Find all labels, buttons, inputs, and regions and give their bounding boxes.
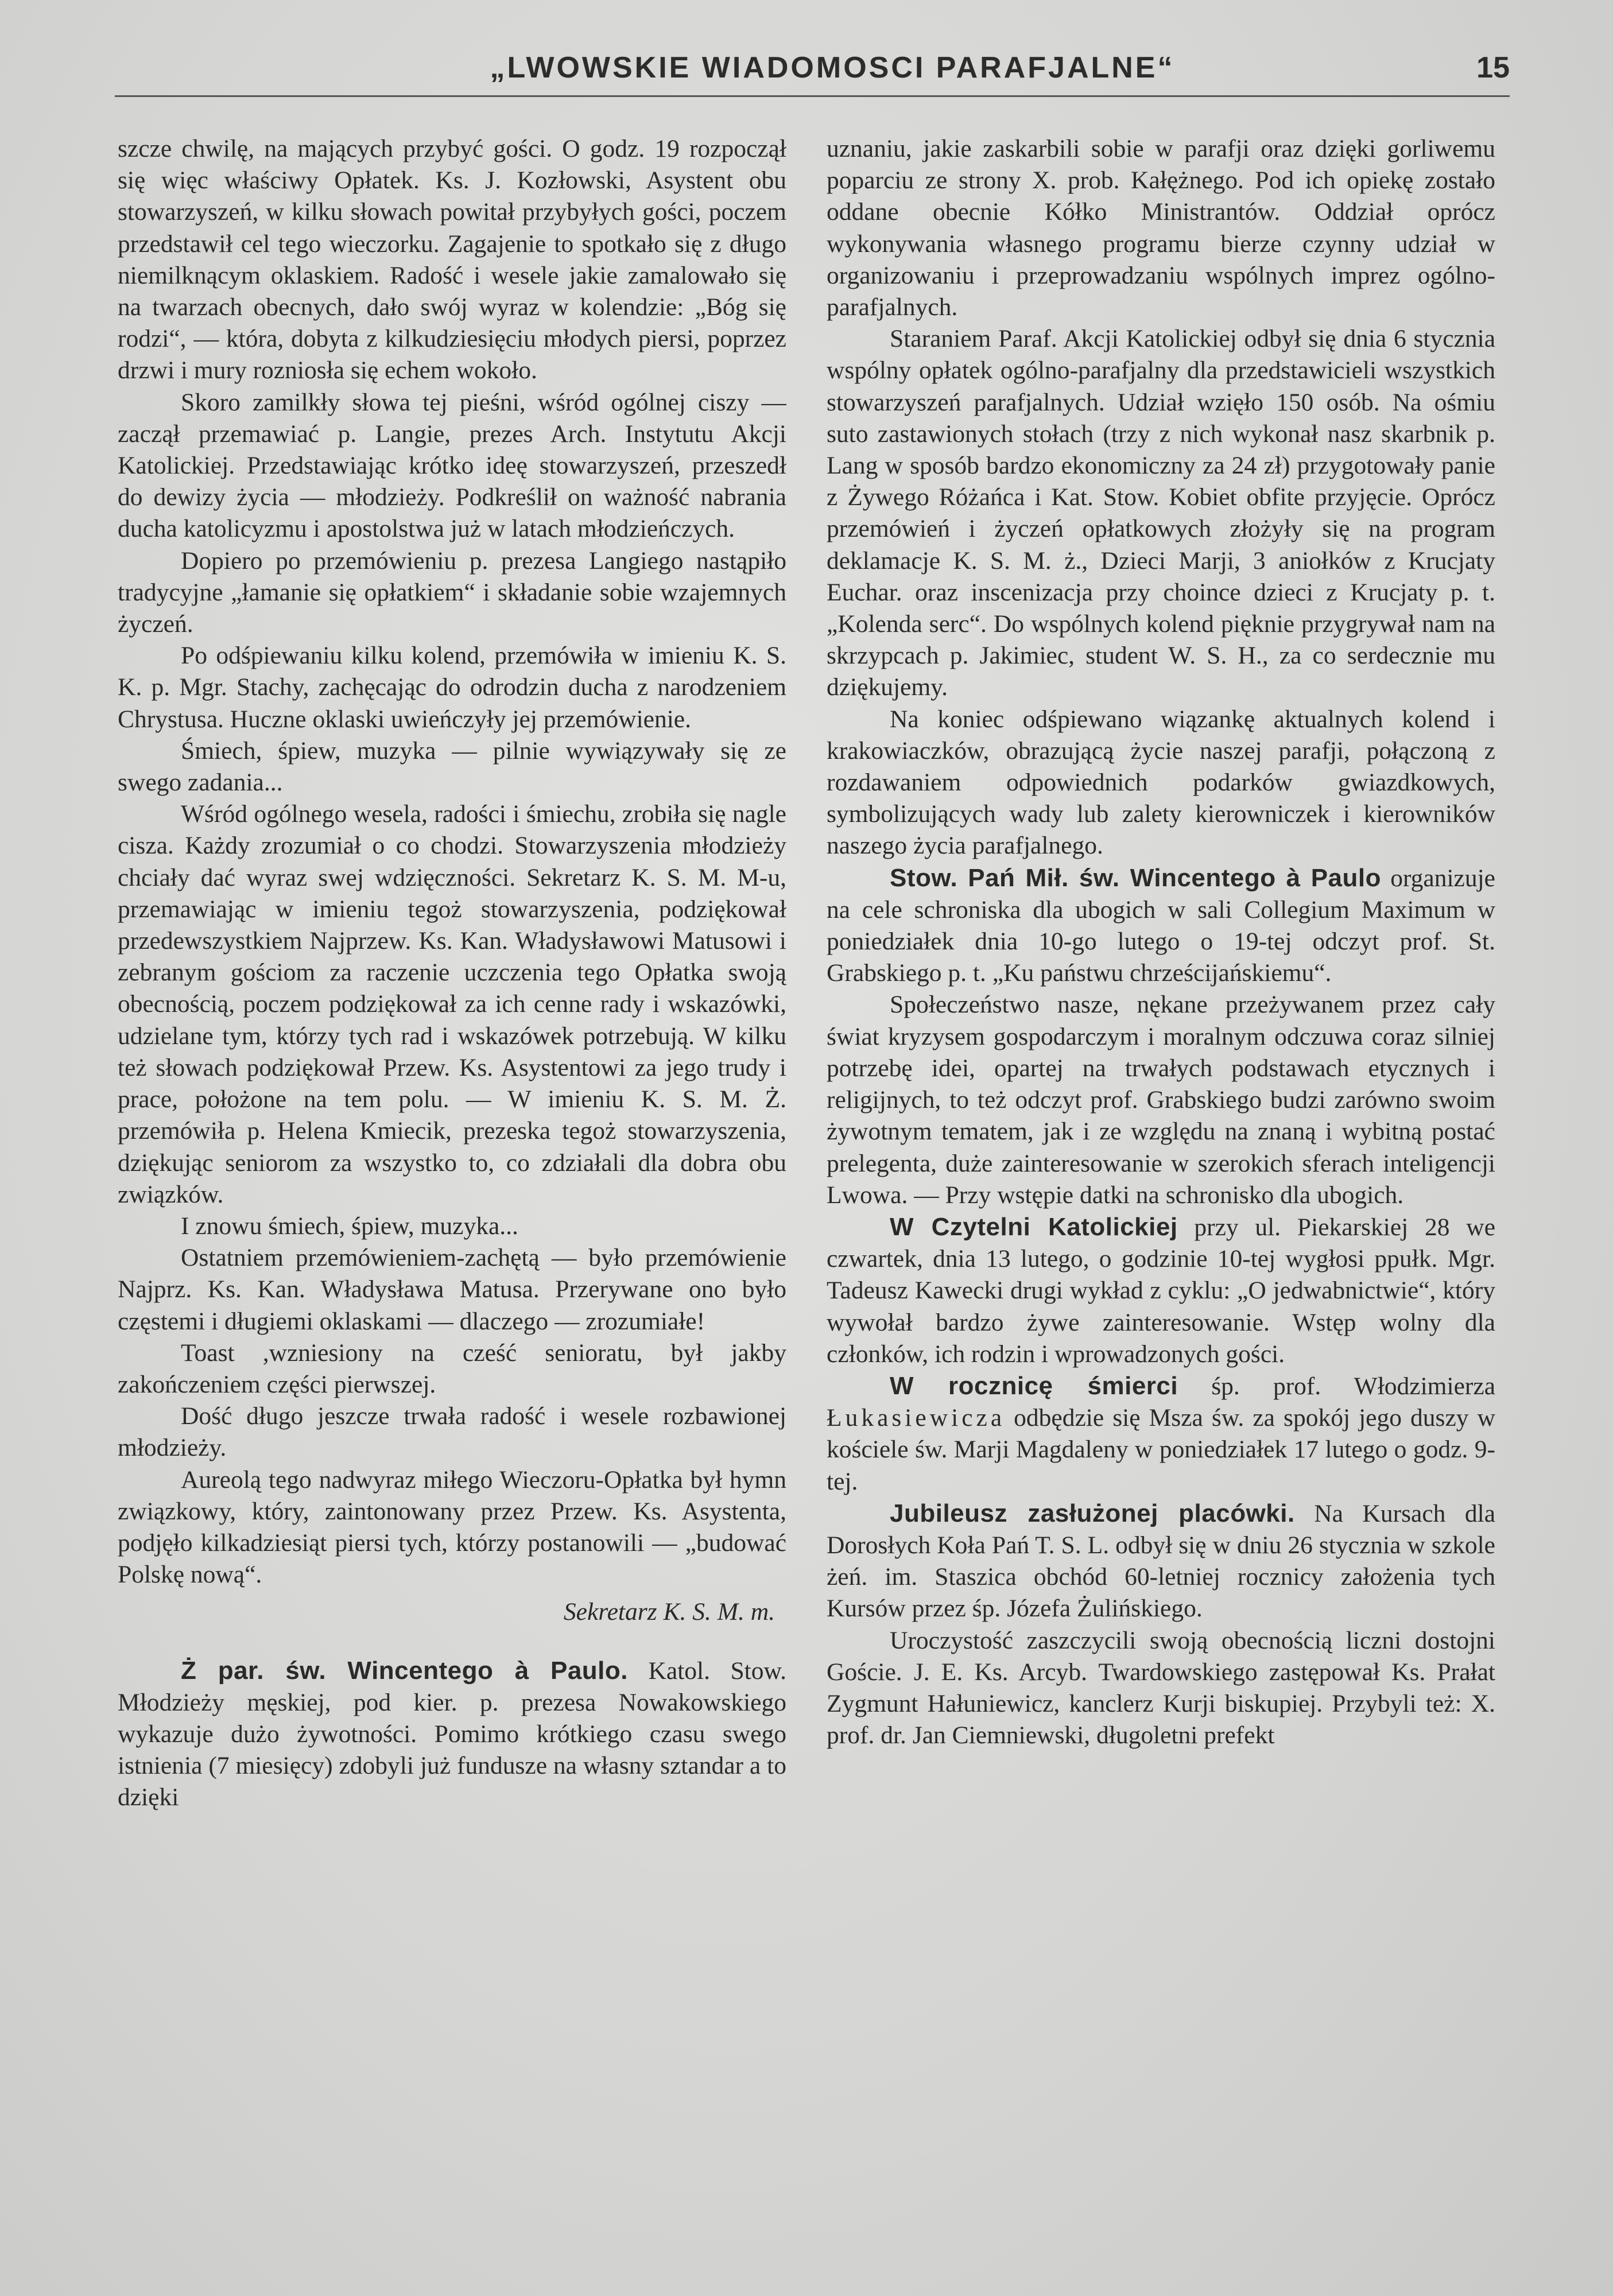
left-column	[118, 133, 786, 2245]
section-heading: Stow. Pań Mił. św. Wincentego à Paulo	[890, 863, 1381, 892]
section-heading: W Czytelni Katolickiej	[890, 1212, 1178, 1241]
paragraph: Dopiero po przemówieniu p. prezesa Langiego nastąpiło tradycyjne „łamanie się opłatkiem“ i składanie sobie wzajemnych życzeń.	[118, 546, 786, 638]
section-heading: W rocznicę śmierci	[890, 1371, 1178, 1400]
paragraph-text: odbędzie się Msza św. za spokój jego duszy w kościele św. Marji Magdaleny w poniedziałek 17 lutego o godz. 9-tej.	[827, 1404, 1495, 1495]
paragraph: Staraniem Paraf. Akcji Katolickiej odbył się dnia 6 stycznia wspólny opłatek ogólno-parafjalny dla przedstawicieli wszystkich stowarzyszeń parafjalnych. Udział wzięło 150 osób. Na ośmiu suto zastawionych stołach (trzy z nich wykonał nasz skarbnik p. Lang w sposób bardzo ekonomiczny za 24 zł) przygotowały panie z Żywego Różańca i Kat. Stow. Kobiet obfite przyjęcie. Oprócz przemówień i życzeń opłatkowych złożyły się na program deklamacje K. S. M. ż., Dzieci Marji, 3 aniołków z Krucjaty Euchar. oraz inscenizacja przy choince dzieci z Krucjaty p. t. „Kolenda serc“. Do wspólnych kolend pięknie przygrywał nam na skrzypcach p. Jakimiec, student W. S. H., za co serdecznie mu dziękujemy.	[827, 325, 1495, 701]
section-heading: Ż par. św. Wincentego à Paulo.	[181, 1656, 629, 1685]
paragraph: Śmiech, śpiew, muzyka — pilnie wywiązywały się ze swego zadania...	[118, 736, 786, 797]
paragraph: Na koniec odśpiewano wiązankę aktualnych kolend i krakowiaczków, obrazującą życie naszej parafji, połączoną z rozdawaniem odpowiednich podarków gwiazdkowych, symbolizujących wady lub zalety kierowniczek i kierowników naszego życia parafjalnego.	[827, 705, 1495, 860]
page-number: 15	[1476, 51, 1510, 84]
header-rule	[115, 95, 1510, 97]
journal-title: „LWOWSKIE WIADOMOSCI PARAFJALNE“	[490, 51, 1175, 84]
paragraph: Społeczeństwo nasze, nękane przeżywanem przez cały świat kryzysem gospodarczym i moralnym odczuwa coraz silniej potrzebę idei, opartej na trwałych podstawach etycznych i religijnych, to też odczyt prof. Grabskiego budzi zarówno swoim żywotnym tematem, jak i ze względu na znaną i wybitną postać prelegenta, duże zainteresowanie w szerokich sferach inteligencji Lwowa. — Przy wstępie datki na schronisko dla ubogich.	[827, 991, 1495, 1209]
paragraph	[827, 1498, 1495, 1625]
paragraph-text: przy ul. Piekarskiej 28 we czwartek, dnia 13 lutego, o godzinie 10-tej wygłosi ppułk. Mgr. Tadeusz Kawecki drugi wykład z cyklu: „O jedwabnictwie“, który wywołał bardzo żywe zainteresowanie. Wstęp wolny dla członków, ich rodzin i wprowadzonych gości.	[827, 1213, 1495, 1368]
paragraph: Dość długo jeszcze trwała radość i wesele rozbawionej młodzieży.	[118, 1402, 786, 1462]
right-column	[827, 133, 1495, 2245]
paragraph: Toast ,wzniesiony na cześć senioratu, był jakby zakończeniem części pierwszej.	[118, 1339, 786, 1398]
paragraph: uznaniu, jakie zaskarbili sobie w parafji oraz dzięki gorliwemu poparciu ze strony X. prob. Kałężnego. Pod ich opiekę zostało oddane obecnie Kółko Ministrantów. Oddział oprócz wykonywania własnego programu bierze czynny udział w organizowaniu i przeprowadzaniu wspólnych imprez ogólno-parafjalnych.	[827, 135, 1495, 321]
paragraph-text: Na Kursach dla Dorosłych Koła Pań T. S. L. odbył się w dniu 26 stycznia w szkole żeń. im. Staszica obchód 60-letniej rocznicy założenia tych Kursów przez śp. Józefa Żulińskiego.	[827, 1499, 1495, 1623]
spaced-name: Łukasiewicza	[827, 1404, 1006, 1432]
paragraph	[118, 1655, 786, 1814]
paragraph: Ostatniem przemówieniem-zachętą — było przemówienie Najprz. Ks. Kan. Władysława Matusa. Przerywane ono było częstemi i długiemi oklaskami — dlaczego — zrozumiałe!	[118, 1244, 786, 1335]
paragraph-text: Katol. Stow. Młodzieży męskiej, pod kier. p. prezesa Nowakowskiego wykazuje dużo żywotności. Pomimo krótkiego czasu swego istnienia (7 miesięcy) zdobyli już fundusze na własny sztandar a to dzięki	[118, 1657, 786, 1812]
paragraph: Wśród ogólnego wesela, radości i śmiechu, zrobiła się nagle cisza. Każdy zrozumiał o co chodzi. Stowarzyszenia młodzieży chciały dać wyraz swej wdzięczności. Sekretarz K. S. M. M-u, przemawiając w imieniu tegoż stowarzyszenia, podziękował przedewszystkiem Najprzew. Ks. Kan. Władysławowi Matusowi i zebranym gościom za raczenie uczczenia tego Opłatka swoją obecnością, poczem podziękował za ich cenne rady i wskazówki, udzielane tym, którzy tych rad i wskazówek potrzebują. W kilku też słowach podziękował Przew. Ks. Asystentowi za jego trudy i prace, położone na tem polu. — W imieniu K. S. M. Ż. przemówiła p. Helena Kmiecik, prezeska tegoż stowarzyszenia, dziękując seniorom za wszystko to, co zdziałali dla dobra obu związków.	[118, 800, 786, 1208]
paragraph: Po odśpiewaniu kilku kolend, przemówiła w imieniu K. S. K. p. Mgr. Stachy, zachęcając do odrodzin ducha z narodzeniem Chrystusa. Huczne oklaski uwieńczyły jej przemówienie.	[118, 642, 786, 733]
paragraph-text: organizuje na cele schroniska dla ubogich w sali Collegium Maximum w poniedziałek dnia 10-go lutego o 19-tej odczyt prof. St. Grabskiego p. t. „Ku państwu chrześcijańskiemu“.	[827, 864, 1495, 987]
section-heading: Jubileusz zasłużonej placówki.	[890, 1499, 1295, 1527]
paragraph: Skoro zamilkły słowa tej pieśni, wśród ogólnej ciszy — zaczął przemawiać p. Langie, prezes Arch. Instytutu Akcji Katolickiej. Przedstawiając krótko ideę stowarzyszeń, przeszedł do dewizy życia — młodzieży. Podkreślił on ważność nabrania ducha katolicyzmu i apostolstwa już w latach młodzieńczych.	[118, 388, 786, 543]
running-header	[115, 51, 1510, 91]
paragraph: Aureolą tego nadwyraz miłego Wieczoru-Opłatka był hymn związkowy, który, zaintonowany przez Przew. Ks. Asystenta, podjęło kilkadziesiąt piersi tych, którzy postanowili — „budować Polskę nową“.	[118, 1465, 786, 1589]
paragraph: Uroczystość zaszczycili swoją obecnością liczni dostojni Goście. J. E. Ks. Arcyb. Twardowskiego zastępował Ks. Prałat Zygmunt Hałuniewicz, kanclerz Kurji biskupiej. Przybyli też: X. prof. dr. Jan Ciemniewski, długoletni prefekt	[827, 1626, 1495, 1750]
paragraph-text: śp. prof. Włodzimierza	[1178, 1372, 1495, 1400]
paragraph: szcze chwilę, na mających przybyć gości. O godz. 19 rozpoczął się więc właściwy Opłatek. Ks. J. Kozłowski, Asystent obu stowarzyszeń, w kilku słowach powitał przybyłych gości, poczem przedstawił cel tego wieczorku. Zagajenie to spotkało się z długo niemilknącym oklaskiem. Radość i wesele jakie zamalowało się na twarzach obecnych, dało swój wyraz w kolendzie: „Bóg się rodzi“, — która, dobyta z kilkudziesięciu młodych piersi, poprzez drzwi i mury rozniosła się echem wokoło.	[118, 135, 786, 385]
signature: Sekretarz K. S. M. m.	[563, 1598, 775, 1626]
paragraph	[827, 1211, 1495, 1370]
paragraph	[827, 862, 1495, 990]
paragraph: I znowu śmiech, śpiew, muzyka...	[181, 1212, 518, 1240]
paragraph	[827, 1370, 1495, 1498]
